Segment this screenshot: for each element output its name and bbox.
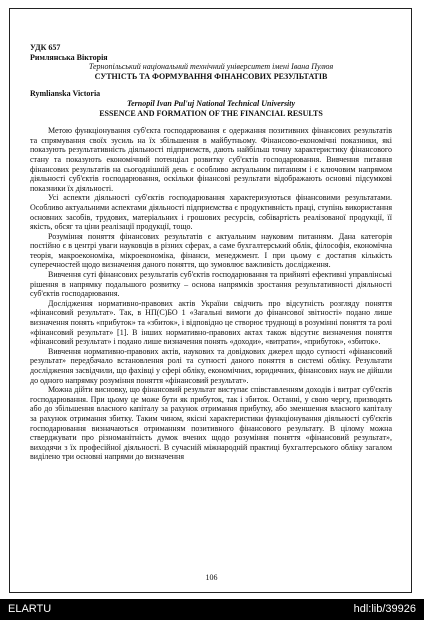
affiliation-ua: Тернопільський національний технічний університет імені Івана Пулюя <box>88 62 334 72</box>
udk-code: УДК 657 <box>30 43 61 52</box>
paragraph-7: Можна дійти висновку, що фінансовий результат виступає співставленням доходів і витрат суб'єктів господарювання. При цьому це може бути як прибуток, так і збиток. Останні, у свою чергу, призводять або до збільшення власного капіталу за рахунок отримання прибутку, або зменшення власного капіталу за рахунок отримання збитку. Таким чином, якісні характеристики функціонування діяльності суб'єктів господарювання визначаються отриманням позитивного фінансового результату. В цілому можна стверджувати про різноманітність думок вчених щодо розуміння поняття «фінансовий результат», виходячи з їх професійної діяльності. В сучасній міжнародній практиці бухгалтерського обліку загалом виділено три основні напрями до визначення <box>30 385 392 462</box>
repository-name: ELARTU <box>8 603 52 615</box>
handle-identifier: hdl:lib/39926 <box>353 603 416 615</box>
author-en: Rymlianska Victoria <box>30 89 101 99</box>
paragraph-6: Вивчення нормативно-правових актів, наукових та довідкових джерел щодо сутності «фінансовий результат» передбачало встановлення ролі та сутності даного поняття в системі обліку. Результати дослідження засвідчили, що фахівці у сфері обліку, економічних, юридичних, фінансових наук не дійшли до одного напрямку розуміння поняття «фінансовий результат». <box>30 346 392 385</box>
repository-footer-bar <box>0 599 424 620</box>
paper-page <box>30 43 392 462</box>
author-ua: Римлянська Вікторія <box>30 52 108 62</box>
paragraph-5: Дослідження нормативно-правових актів України свідчить про відсутність розгляду поняття «фінансовий результат». Так, в НП(С)БО 1 «Загальні вимоги до фінансової звітності» подано лише визначення понять «прибуток» та «збиток», і відповідно це створює труднощі в розумінні поняття та ролі «фінансовий результат» [1]. В інших нормативно-правових актах також відсутнє визначення поняття «фінансовий результат» і подано лише визначення понять «доходи», «витрати», «прибуток», «збиток». <box>30 298 392 347</box>
paragraph-2: Усі аспекти діяльності суб'єктів господарювання характеризуються фінансовими результатами. Особливо актуальними аспектами діяльності підприємства є продуктивність праці, ступінь використання основних засобів, трудових, матеріальних і грошових ресурсів, собівартість реалізованої продукції, її якість, обсяг та ціни реалізації продукції, тощо. <box>30 193 392 232</box>
affiliation-en: Ternopil Ivan Pul'uj National Technical University <box>126 98 296 108</box>
title-en: ESSENCE AND FORMATION OF THE FINANCIAL RESULTS <box>99 108 323 118</box>
paragraph-4: Вивчення суті фінансових результатів суб'єктів господарювання та прийняті ефективні управлінські рішення в напрямку подальшого розвитку – основа напрямків зростання результативності діяльності суб'єктів господарювання. <box>30 270 392 299</box>
page-number: 106 <box>205 573 218 582</box>
paragraph-1: Метою функціонування суб'єкта господарювання є одержання позитивних фінансових результатів та спрямування своїх зусиль на їх збільшення в майбутньому. Фінансово-економічні показники, які показують результативність діяльності підприємств, дають найбільш точну характеристику фінансового стану та показують економічний потенціал розвитку суб'єктів господарювання. Вивчення питання фінансових результатів на сьогоднішній день є особливо актуальним питанням і є ключовим напрямом діяльності суб'єктів господарювання, оскільки фінансові результати відображають основні підсумкові показники їх діяльності. <box>30 126 392 193</box>
spacer <box>30 118 392 126</box>
title-ua: СУТНІСТЬ ТА ФОРМУВАННЯ ФІНАНСОВИХ РЕЗУЛЬТАТІВ <box>94 71 328 81</box>
spacer <box>30 81 392 89</box>
page-frame <box>9 8 412 593</box>
paragraph-3: Розуміння поняття фінансових результатів є актуальним науковим питанням. Дана категорія постійно є в центрі уваги науковців в різних сферах, а саме бухгалтерський облік, філософія, економічна теорія, макроекономіка, мікроекономіка, фінанси, менеджмент. І при цьому є достатня кількість суперечностей щодо визначення даного поняття, що зумовлює важливість дослідження. <box>30 231 392 270</box>
